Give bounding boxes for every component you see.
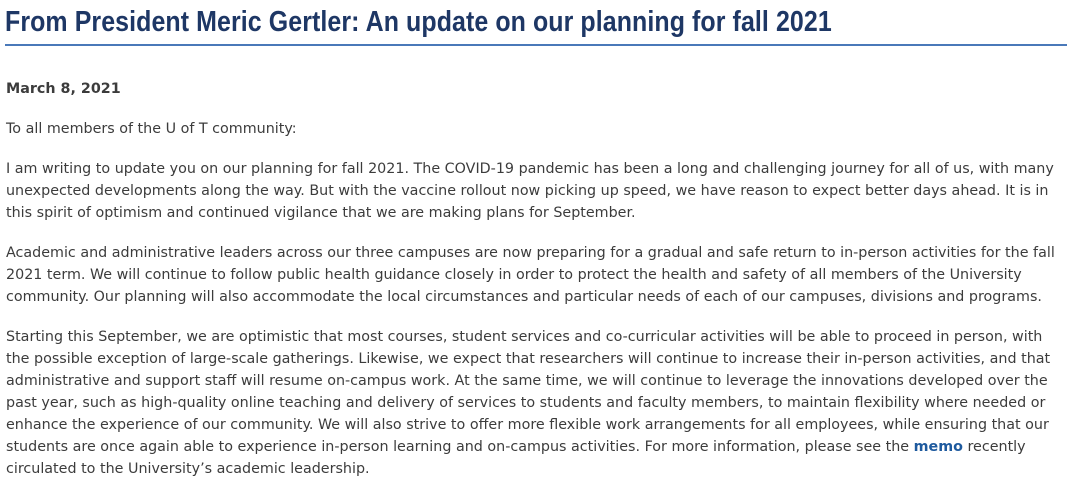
paragraph-3 — [6, 326, 1062, 480]
article-body — [6, 78, 1062, 498]
page-title: From President Meric Gertler: An update on our planning for fall 2021 — [5, 6, 832, 38]
paragraph-1: I am writing to update you on our planning for fall 2021. The COVID-19 pandemic has been a long and challenging journey for all of us, with many unexpected developments along the way. But with the vaccine rollout now picking up speed, we have reason to expect better days ahead. It is in this spirit of optimism and continued vigilance that we are making plans for September. — [6, 161, 1054, 221]
paragraph-3-text-after-link: recently circulated to the University’s academic leadership. — [6, 439, 1026, 477]
memo-link[interactable]: memo — [913, 439, 963, 455]
salutation: To all members of the U of T community: — [6, 121, 297, 137]
paragraph-3-text-before-link: Starting this September, we are optimistic that most courses, student services and co-curricular activities will be able to proceed in person, with the possible exception of large-scale gatherings. Likewise, we expect that researchers will continue to increase their in-person activities, and that administrative and support staff will resume on-campus work. At the same time, we will continue to leverage the innovations developed over the past year, such as high-quality online teaching and delivery of services to students and faculty members, to maintain flexibility where needed or enhance the experience of our community. We will also strive to offer more flexible work arrangements for all employees, while ensuring that our students are once again able to experience in-person learning and on-campus activities. For more information, please see the — [6, 329, 1051, 455]
title-divider — [5, 44, 1067, 46]
publish-date: March 8, 2021 — [6, 81, 121, 97]
paragraph-2: Academic and administrative leaders across our three campuses are now preparing for a gradual and safe return to in-person activities for the fall 2021 term. We will continue to follow public health guidance closely in order to protect the health and safety of all members of the University community. Our planning will also accommodate the local circumstances and particular needs of each of our campuses, divisions and programs. — [6, 245, 1055, 305]
